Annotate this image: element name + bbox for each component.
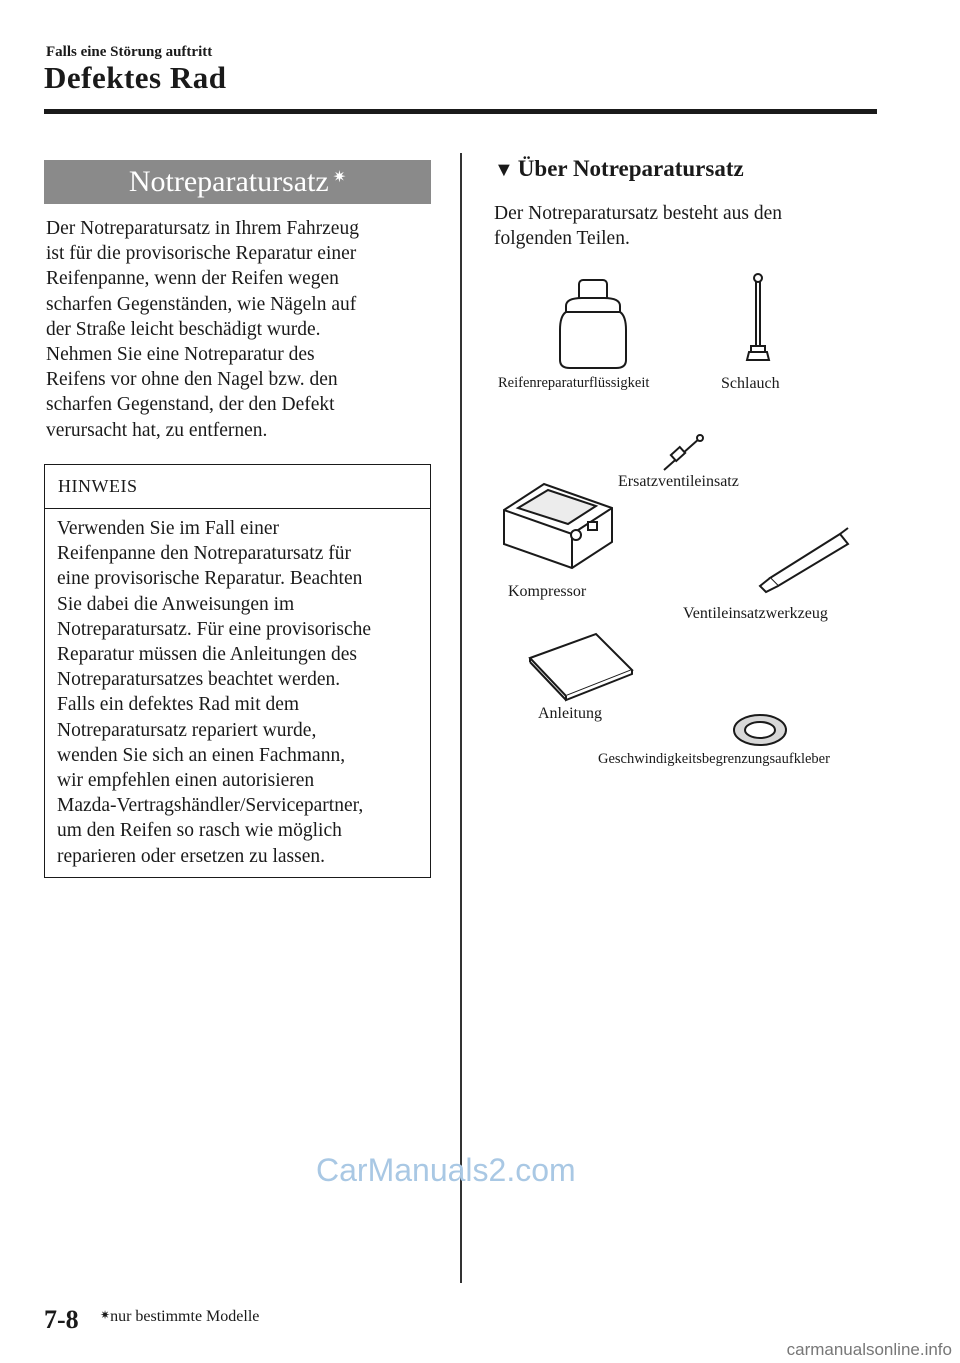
intro-paragraph — [46, 216, 436, 443]
footer-note — [100, 1308, 259, 1326]
intro-line: scharfen Gegenständen, wie Nägeln auf — [46, 293, 357, 315]
sub-heading-text: Über Notreparatursatz — [517, 156, 744, 181]
note-body — [57, 516, 427, 869]
title-rule — [44, 109, 877, 114]
note-line: um den Reifen so rasch wie möglich — [57, 820, 342, 842]
intro-line: Nehmen Sie eine Notreparatur des — [46, 344, 315, 366]
sub-heading — [494, 156, 744, 182]
note-line: eine provisorische Reparatur. Beachten — [57, 568, 363, 590]
note-title: HINWEIS — [58, 476, 138, 496]
section-banner — [44, 160, 431, 204]
note-line: Notreparatursatzes beachtet werden. — [57, 669, 341, 691]
manual-icon — [530, 634, 632, 700]
intro-line: Reifens vor ohne den Nagel bzw. den — [46, 369, 338, 391]
part-label-compressor: Kompressor — [508, 583, 587, 600]
desc-line: folgenden Teilen. — [494, 228, 630, 250]
intro-line: verursacht hat, zu entfernen. — [46, 419, 268, 441]
note-line: Reparatur müssen die Anleitungen des — [57, 644, 358, 666]
page-number: 7-8 — [44, 1305, 79, 1334]
desc-line: Der Notreparatursatz besteht aus den — [494, 203, 783, 224]
intro-line: der Straße leicht beschädigt wurde. — [46, 318, 321, 340]
note-line: Falls ein defektes Rad mit dem — [57, 694, 300, 716]
watermark-logo: CarManuals2.com — [316, 1152, 576, 1188]
note-line: Mazda-Vertragshändler/Servicepartner, — [57, 795, 364, 817]
hose-icon — [747, 274, 769, 360]
model-star-icon: ✷ — [332, 169, 347, 186]
parts-illustration — [470, 260, 890, 780]
chapter-title: Defektes Rad — [44, 60, 227, 95]
footer-note-text: nur bestimmte Modelle — [110, 1308, 260, 1325]
valve-tool-icon — [760, 528, 848, 592]
part-label-valve-core: Ersatzventileinsatz — [618, 473, 739, 490]
part-label-hose: Schlauch — [721, 375, 780, 392]
note-box — [44, 464, 431, 878]
note-line: Sie dabei die Anweisungen im — [57, 593, 295, 615]
model-star-icon: ✷ — [100, 1308, 111, 1322]
note-line: Verwenden Sie im Fall einer — [57, 518, 280, 539]
part-label-fluid: Reifenreparaturflüssigkeit — [498, 375, 650, 391]
triangle-marker-icon: ▼ — [494, 159, 514, 181]
note-line: Notreparatursatz. Für eine provisorische — [57, 618, 372, 640]
compressor-icon — [504, 484, 612, 568]
watermark-url: carmanualsonline.info — [786, 1340, 952, 1359]
note-line: wir empfehlen einen autorisieren — [57, 770, 315, 792]
part-label-sticker: Geschwindigkeitsbegrenzungsaufkleber — [598, 751, 830, 767]
valve-core-icon — [664, 435, 703, 470]
intro-line: ist für die provisorische Reparatur einer — [46, 243, 357, 265]
part-label-valve-tool: Ventileinsatzwerkzeug — [683, 605, 828, 622]
note-line: Reifenpanne den Notreparatursatz für — [57, 543, 351, 565]
note-header — [45, 465, 430, 509]
kit-description — [494, 201, 854, 251]
note-line: wenden Sie sich an einen Fachmann, — [57, 744, 346, 766]
column-divider — [460, 153, 462, 1283]
banner-title: Notreparatursatz — [128, 165, 329, 198]
intro-line: scharfen Gegenstand, der den Defekt — [46, 394, 335, 416]
section-label: Falls eine Störung auftritt — [46, 44, 213, 60]
intro-line: Der Notreparatursatz in Ihrem Fahrzeug — [46, 218, 359, 239]
note-line: reparieren oder ersetzen zu lassen. — [57, 845, 325, 867]
note-line: Notreparatursatz repariert wurde, — [57, 719, 317, 741]
fluid-bottle-icon — [560, 280, 626, 368]
sticker-icon — [734, 715, 786, 745]
intro-line: Reifenpanne, wenn der Reifen wegen — [46, 268, 339, 290]
part-label-manual: Anleitung — [538, 705, 602, 722]
